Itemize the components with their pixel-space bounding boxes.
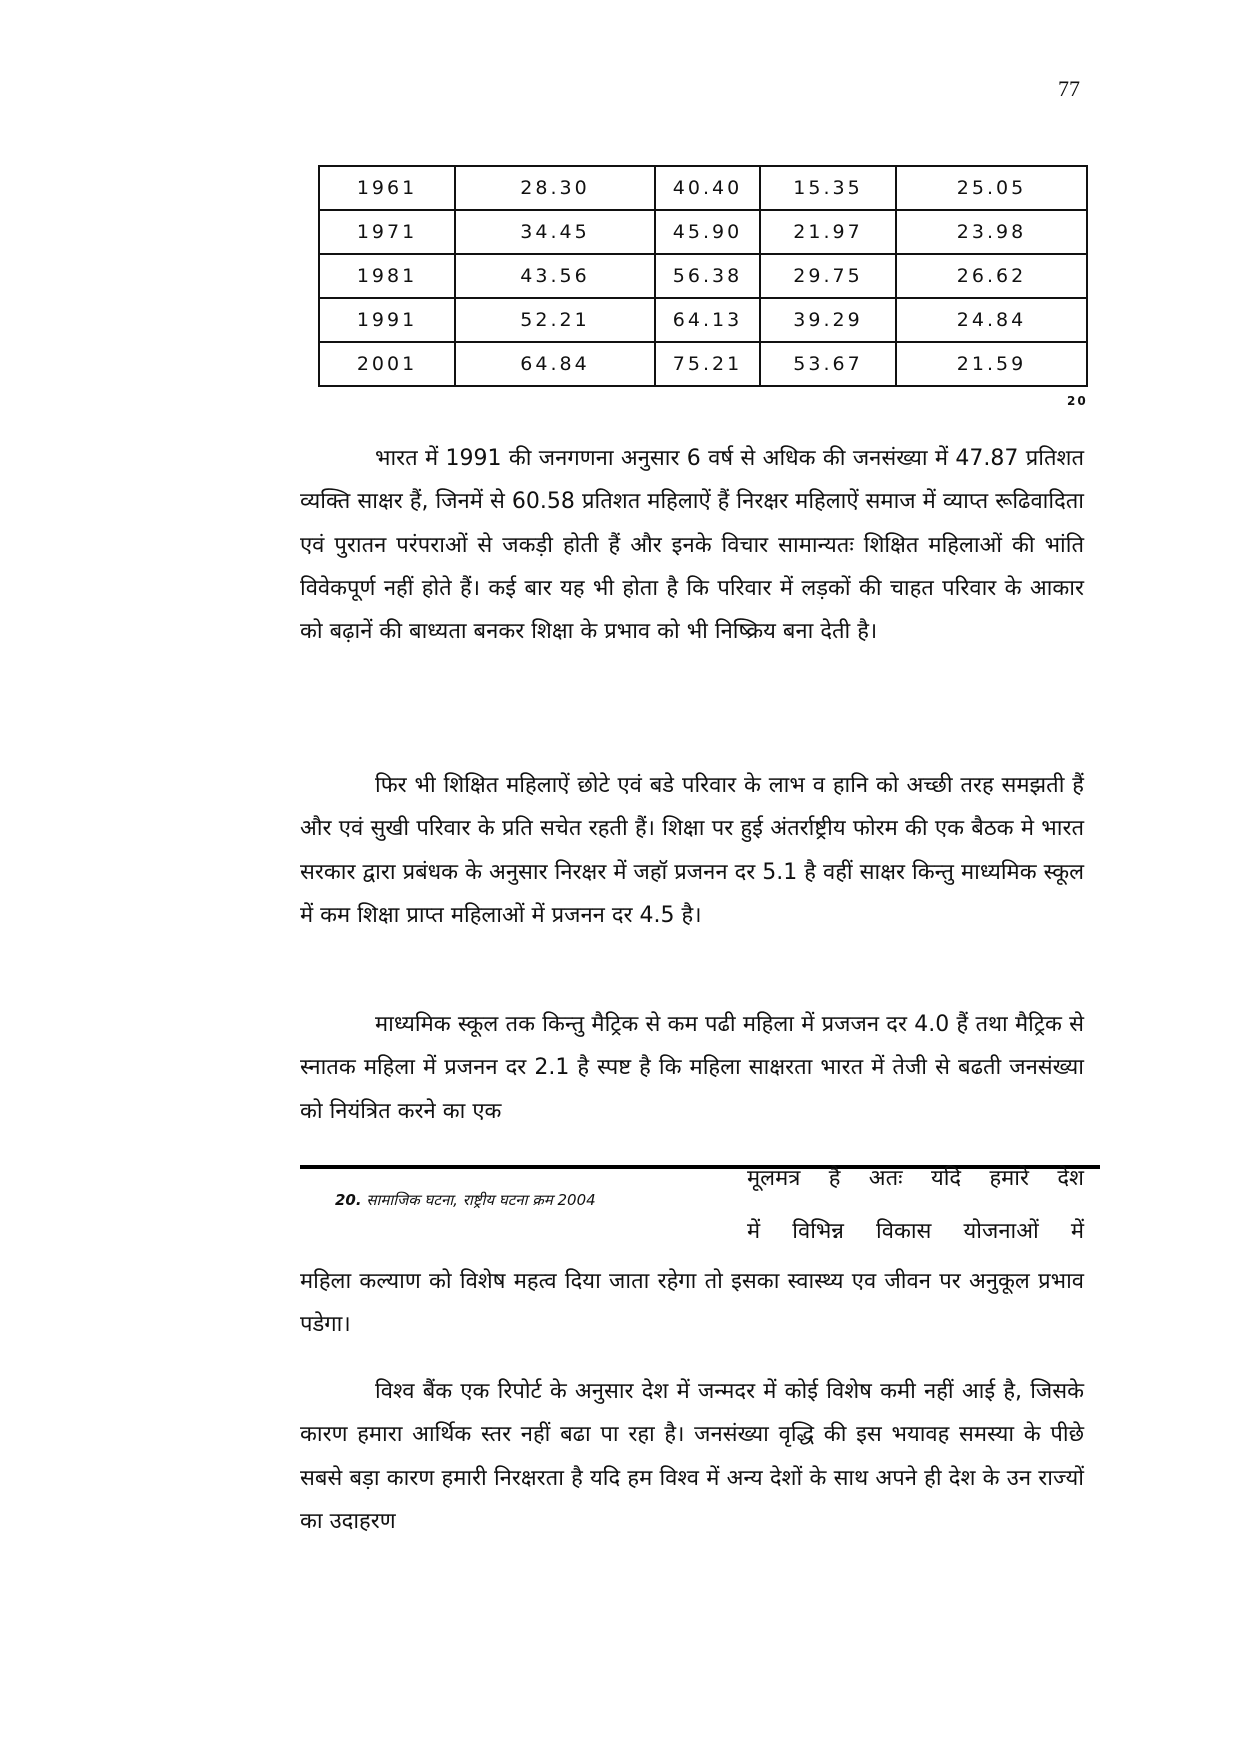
table-cell: 23.98: [896, 210, 1087, 254]
paragraph-3-side-line-2: में विभिन्न विकास योजनाओं में: [747, 1219, 1084, 1244]
table-cell: 1981: [319, 254, 455, 298]
table-cell: 24.84: [896, 298, 1087, 342]
table-cell: 21.59: [896, 342, 1087, 386]
table-cell: 1991: [319, 298, 455, 342]
table-row: [319, 342, 1087, 386]
table-cell: 56.38: [655, 254, 760, 298]
paragraph-1: भारत में 1991 की जनगणना अनुसार 6 वर्ष से अधिक की जनसंख्या में 47.87 प्रतिशत व्यक्ति साक्षर हैं, जिनमें से 60.58 प्रतिशत महिलाऐं हैं निरक्षर महिलाऐं समाज में व्याप्त रूढिवादिता एवं पुरातन परंपराओं से जकड़ी होती हैं और इनके विचार सामान्यतः शिक्षित महिलाओं की भांति विवेकपूर्ण नहीं होते हैं। कई बार यह भी होता है कि परिवार में लड़कों की चाहत परिवार के आकार को बढ़ानें की बाध्यता बनकर शिक्षा के प्रभाव को भी निष्क्रिय बना देती है।: [300, 446, 1084, 645]
footnote: [335, 1190, 596, 1210]
table-cell: 43.56: [455, 254, 655, 298]
table-cell: 52.21: [455, 298, 655, 342]
table-row: [319, 210, 1087, 254]
table-cell: 45.90: [655, 210, 760, 254]
table-cell: 25.05: [896, 166, 1087, 210]
table-cell: 1971: [319, 210, 455, 254]
table-cell: 64.84: [455, 342, 655, 386]
page-number: 77: [1058, 76, 1080, 101]
table-row: [319, 298, 1087, 342]
table-row: [319, 254, 1087, 298]
table-cell: 2001: [319, 342, 455, 386]
table-cell: 39.29: [760, 298, 896, 342]
table-cell: 40.40: [655, 166, 760, 210]
table-cell: 28.30: [455, 166, 655, 210]
table-cell: 34.45: [455, 210, 655, 254]
paragraph-4: विश्व बैंक एक रिपोर्ट के अनुसार देश में जन्मदर में कोई विशेष कमी नहीं आई है, जिसके कारण हमारा आर्थिक स्तर नहीं बढा पा रहा है। जनसंख्या वृद्धि की इस भयावह समस्या के पीछे सबसे बड़ा कारण हमारी निरक्षरता है यदि हम विश्व में अन्य देशों के साथ अपने ही देश के उन राज्यों का उदाहरण: [300, 1379, 1084, 1534]
table-cell: 29.75: [760, 254, 896, 298]
paragraph-3-continued: महिला कल्याण को विशेष महत्व दिया जाता रहेगा तो इसका स्वास्थ्य एव जीवन पर अनुकूल प्रभाव पडेगा।: [300, 1269, 1084, 1338]
paragraph-2: फिर भी शिक्षित महिलाऐं छोटे एवं बडे परिवार के लाभ व हानि को अच्छी तरह समझती हैं और एवं सुखी परिवार के प्रति सचेत रहती हैं। शिक्षा पर हुई अंतर्राष्ट्रीय फोरम की एक बैठक मे भारत सरकार द्वारा प्रबंधक के अनुसार निरक्षर में जहॉ प्रजनन दर 5.1 है वहीं साक्षर किन्तु माध्यमिक स्कूल में कम शिक्षा प्राप्त महिलाओं में प्रजनन दर 4.5 है।: [300, 773, 1084, 928]
paragraph-3-side-line-1: मूलमत्र है अतः यदि हमारे देश: [747, 1166, 1084, 1191]
footnote-number: 20.: [335, 1191, 362, 1209]
table-cell: 53.67: [760, 342, 896, 386]
table-cell: 75.21: [655, 342, 760, 386]
table-cell: 15.35: [760, 166, 896, 210]
table-cell: 21.97: [760, 210, 896, 254]
table-footnote-ref: 20: [1067, 394, 1088, 408]
table-row: [319, 166, 1087, 210]
footnote-source: सामाजिक घटना, राष्ट्रीय घटना क्रम 2004: [366, 1191, 596, 1209]
table-cell: 26.62: [896, 254, 1087, 298]
paragraph-3: माध्यमिक स्कूल तक किन्तु मैट्रिक से कम पढी महिला में प्रजजन दर 4.0 हैं तथा मैट्रिक से स्नातक महिला में प्रजनन दर 2.1 है स्पष्ट है कि महिला साक्षरता भारत में तेजी से बढती जनसंख्या को नियंत्रित करने का एक: [300, 1012, 1084, 1124]
table-cell: 1961: [319, 166, 455, 210]
literacy-table: [318, 165, 1088, 387]
table-cell: 64.13: [655, 298, 760, 342]
